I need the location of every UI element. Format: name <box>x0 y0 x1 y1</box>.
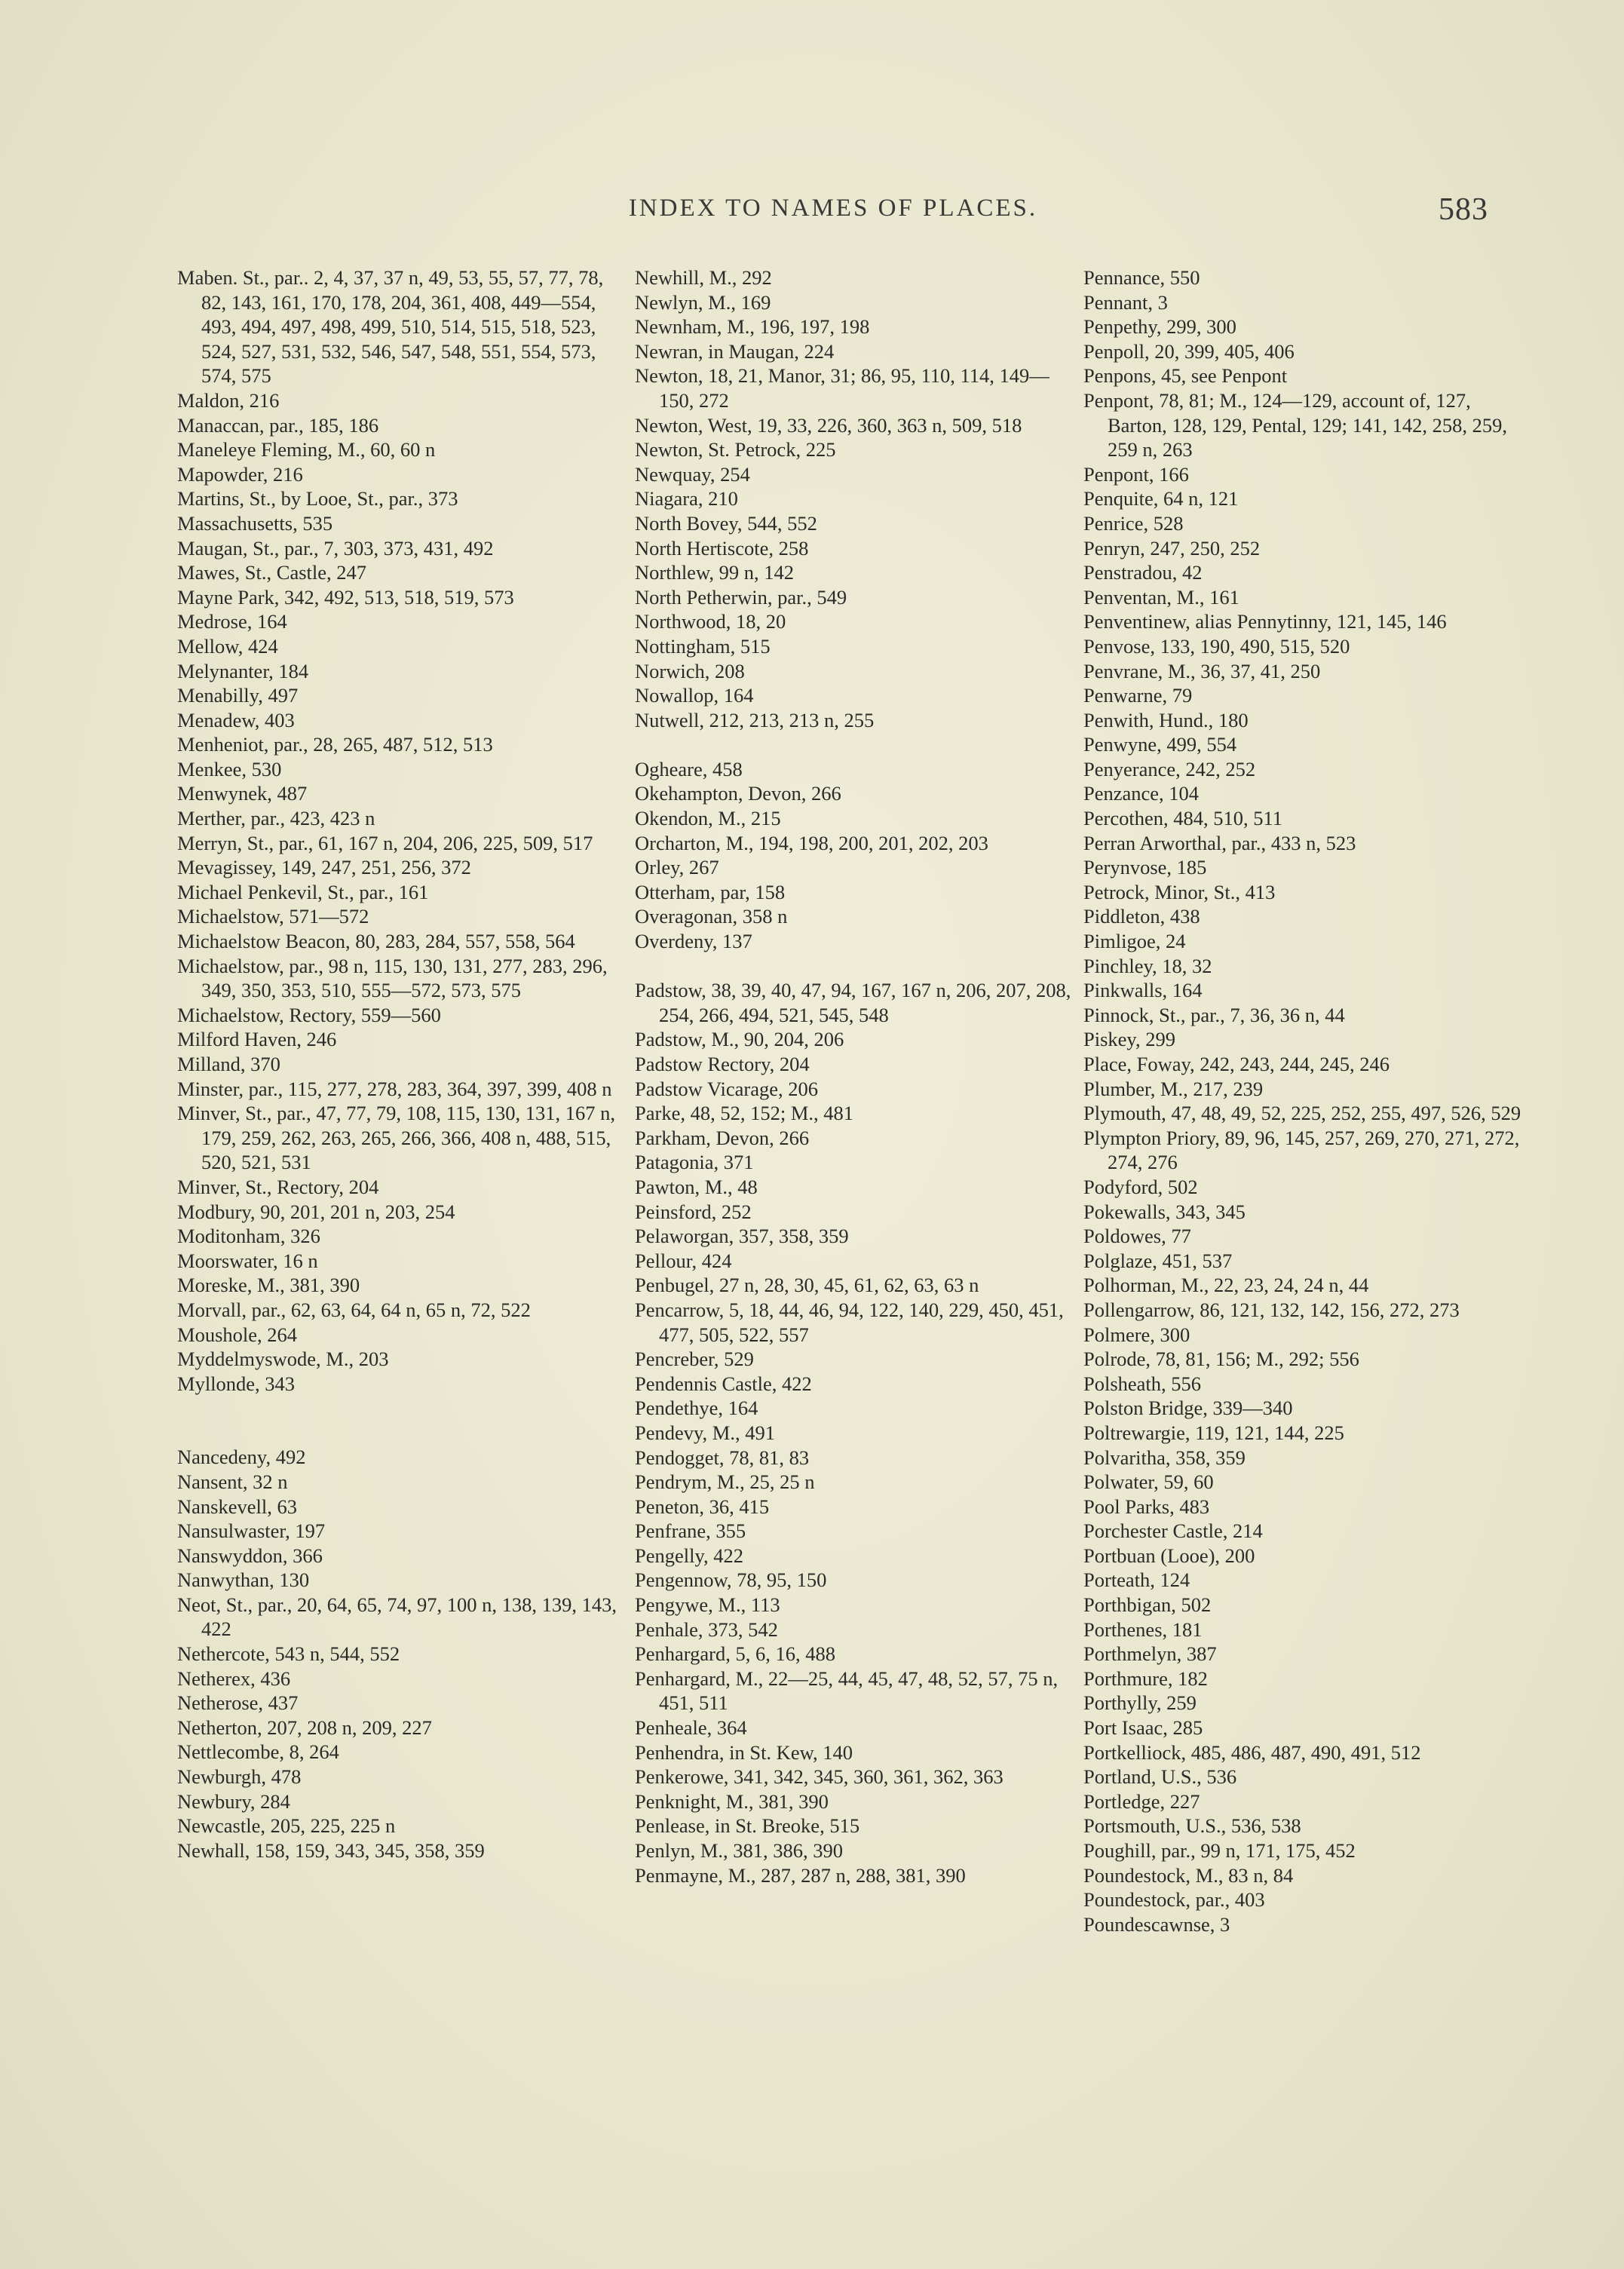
section-gap <box>635 954 1080 979</box>
index-entry: Melynanter, 184 <box>177 659 309 682</box>
index-entry: Myllonde, 343 <box>177 1372 296 1395</box>
index-entry: Pool Parks, 483 <box>1083 1495 1210 1518</box>
index-entry: Michael Penkevil, St., par., 161 <box>177 880 429 903</box>
index-entry: Poundestock, par., 403 <box>1083 1888 1265 1912</box>
index-entry: Portsmouth, U.S., 536, 538 <box>1083 1814 1301 1838</box>
index-entry: Pinchley, 18, 32 <box>1083 954 1212 977</box>
index-entry: Northwood, 18, 20 <box>635 610 786 633</box>
index-entry: Petrock, Minor, St., 413 <box>1083 880 1276 903</box>
index-entry: Pendevy, M., 491 <box>635 1421 775 1444</box>
index-entry: Newran, in Maugan, 224 <box>635 339 835 363</box>
index-entry: Polhorman, M., 22, 23, 24, 24 n, 44 <box>1083 1274 1369 1297</box>
index-entry: Perran Arworthal, par., 433 n, 523 <box>1083 831 1356 854</box>
index-entry: Plympton Priory, 89, 96, 145, 257, 269, 270, 271, 272, 274, 276 <box>1083 1126 1520 1174</box>
index-entry: Polsheath, 556 <box>1083 1372 1202 1395</box>
index-entry: Moorswater, 16 n <box>177 1249 318 1272</box>
index-entry: Penlease, in St. Breoke, 515 <box>635 1814 860 1838</box>
index-entry: Pendennis Castle, 422 <box>635 1372 812 1395</box>
index-entry: Pendogget, 78, 81, 83 <box>635 1446 810 1469</box>
index-entry: Penpont, 78, 81; M., 124—129, account of, 127, Barton, 128, 129, Pental, 129; 141, 142, 258, 259, 259 n, 263 <box>1083 388 1507 461</box>
index-entry: Penventinew, alias Pennytinny, 121, 145, 146 <box>1083 610 1447 633</box>
index-entry: Piddleton, 438 <box>1083 905 1200 928</box>
index-entry: Orcharton, M., 194, 198, 200, 201, 202, 203 <box>635 831 988 854</box>
index-entry: Pawton, M., 48 <box>635 1175 758 1198</box>
index-entry: Polston Bridge, 339—340 <box>1083 1397 1293 1420</box>
index-entry: Pencarrow, 5, 18, 44, 46, 94, 122, 140, 229, 450, 451, 477, 505, 522, 557 <box>635 1298 1064 1346</box>
index-entry: Penwith, Hund., 180 <box>1083 708 1249 731</box>
index-entry: North Hertiscote, 258 <box>635 536 809 560</box>
index-entry: Penbugel, 27 n, 28, 30, 45, 61, 62, 63, 63 n <box>635 1274 979 1297</box>
index-entry: Niagara, 210 <box>635 487 738 511</box>
index-entry: Newton, West, 19, 33, 226, 360, 363 n, 509, 518 <box>635 413 1022 437</box>
index-entry: Newquay, 254 <box>635 462 750 486</box>
index-entry: Newhall, 158, 159, 343, 345, 358, 359 <box>177 1838 485 1862</box>
index-entry: Penventan, M., 161 <box>1083 585 1239 609</box>
index-entry: Poughill, par., 99 n, 171, 175, 452 <box>1083 1839 1356 1862</box>
index-entry: Portledge, 227 <box>1083 1789 1200 1813</box>
index-entry: Penhargard, M., 22—25, 44, 45, 47, 48, 52, 57, 75 n, 451, 511 <box>635 1666 1059 1715</box>
index-entry: Overdeny, 137 <box>635 930 752 953</box>
index-entry: Nowallop, 164 <box>635 684 754 707</box>
index-entry: Pennant, 3 <box>1083 290 1168 314</box>
index-entry: Penvose, 133, 190, 490, 515, 520 <box>1083 634 1350 658</box>
index-entry: Parke, 48, 52, 152; M., 481 <box>635 1102 854 1125</box>
index-entry: Penvrane, M., 36, 37, 41, 250 <box>1083 659 1321 682</box>
index-entry: Nansulwaster, 197 <box>177 1519 326 1543</box>
index-entry: Porteath, 124 <box>1083 1568 1190 1592</box>
index-entry: Milford Haven, 246 <box>177 1028 337 1051</box>
index-entry: Podyford, 502 <box>1083 1175 1198 1198</box>
index-column-3 <box>1083 265 1528 1936</box>
index-entry: Pendrym, M., 25, 25 n <box>635 1470 815 1494</box>
index-entry: Otterham, par, 158 <box>635 880 786 903</box>
index-entry: Minver, St., Rectory, 204 <box>177 1175 379 1198</box>
index-entry: Menabilly, 497 <box>177 684 299 707</box>
index-entry: Penwarne, 79 <box>1083 684 1193 707</box>
index-entry: Penmayne, M., 287, 287 n, 288, 381, 390 <box>635 1863 966 1887</box>
index-entry: Padstow Rectory, 204 <box>635 1053 810 1075</box>
index-entry: Piskey, 299 <box>1083 1028 1175 1051</box>
index-entry: Poundestock, M., 83 n, 84 <box>1083 1863 1294 1887</box>
index-entry: Modbury, 90, 201, 201 n, 203, 254 <box>177 1200 455 1223</box>
index-entry: Orley, 267 <box>635 856 719 879</box>
index-entry: Martins, St., by Looe, St., par., 373 <box>177 487 458 511</box>
index-entry: Penwyne, 499, 554 <box>1083 733 1237 756</box>
index-entry: Maldon, 216 <box>177 388 280 412</box>
index-entry: Polvaritha, 358, 359 <box>1083 1446 1246 1469</box>
index-entry: Michaelstow, 571—572 <box>177 905 369 928</box>
index-entry: Peinsford, 252 <box>635 1200 752 1223</box>
index-entry: Plymouth, 47, 48, 49, 52, 225, 252, 255, 497, 526, 529 <box>1083 1102 1521 1125</box>
index-entry: Porthylly, 259 <box>1083 1691 1197 1715</box>
index-entry: Nutwell, 212, 213, 213 n, 255 <box>635 708 875 731</box>
index-entry: Penpons, 45, see Penpont <box>1083 364 1288 388</box>
index-entry: Moushole, 264 <box>177 1323 297 1346</box>
index-entry: Mayne Park, 342, 492, 513, 518, 519, 573 <box>177 585 514 609</box>
index-entry: Pellour, 424 <box>635 1249 732 1272</box>
index-entry: Portland, U.S., 536 <box>1083 1765 1237 1789</box>
index-entry: Minster, par., 115, 277, 278, 283, 364, 397, 399, 408 n <box>177 1077 612 1100</box>
index-entry: Newton, 18, 21, Manor, 31; 86, 95, 110, 114, 149—150, 272 <box>635 364 1049 412</box>
index-entry: Patagonia, 371 <box>635 1151 754 1174</box>
index-entry: Plumber, M., 217, 239 <box>1083 1077 1264 1100</box>
index-entry: Pendethye, 164 <box>635 1397 758 1420</box>
index-entry: Penpont, 166 <box>1083 462 1189 486</box>
index-entry: Newton, St. Petrock, 225 <box>635 438 836 461</box>
index-entry: Padstow, M., 90, 204, 206 <box>635 1028 844 1051</box>
index-entry: Minver, St., par., 47, 77, 79, 108, 115, 130, 131, 167 n, 179, 259, 262, 263, 265, 266, 366, 408 n, 488, 515, 520, 521, 531 <box>177 1102 615 1174</box>
index-entry: Menkee, 530 <box>177 757 282 780</box>
index-entry: Mellow, 424 <box>177 634 278 658</box>
index-entry: Port Isaac, 285 <box>1083 1716 1203 1740</box>
index-entry: Nanwythan, 130 <box>177 1568 310 1592</box>
index-entry: Okendon, M., 215 <box>635 807 781 830</box>
index-entry: Nanskevell, 63 <box>177 1495 297 1518</box>
index-entry: Penfrane, 355 <box>635 1519 746 1543</box>
index-entry: Polwater, 59, 60 <box>1083 1470 1214 1494</box>
index-entry: Nethercote, 543 n, 544, 552 <box>177 1642 400 1666</box>
index-entry: Perynvose, 185 <box>1083 856 1207 879</box>
index-entry: Penstradou, 42 <box>1083 561 1203 584</box>
index-entry: Porthbigan, 502 <box>1083 1593 1212 1617</box>
index-entry: Nansent, 32 n <box>177 1470 288 1493</box>
index-entry: Newbury, 284 <box>177 1789 290 1813</box>
index-entry: Newnham, M., 196, 197, 198 <box>635 315 870 339</box>
index-entry: Netherex, 436 <box>177 1666 291 1690</box>
index-entry: Penhargard, 5, 6, 16, 488 <box>635 1642 835 1666</box>
index-entry: Pokewalls, 343, 345 <box>1083 1200 1246 1223</box>
index-entry: North Petherwin, par., 549 <box>635 585 847 609</box>
index-entry: Nancedeny, 492 <box>177 1446 306 1469</box>
index-entry: Pelaworgan, 357, 358, 359 <box>635 1225 849 1248</box>
index-entry: Penheale, 364 <box>635 1716 747 1740</box>
index-entry: Penlyn, M., 381, 386, 390 <box>635 1839 844 1862</box>
index-entry: Netherton, 207, 208 n, 209, 227 <box>177 1716 432 1739</box>
index-entry: Myddelmyswode, M., 203 <box>177 1348 389 1371</box>
index-entry: Penpoll, 20, 399, 405, 406 <box>1083 339 1295 363</box>
index-entry: Polmere, 300 <box>1083 1323 1190 1346</box>
index-entry: Polrode, 78, 81, 156; M., 292; 556 <box>1083 1348 1359 1371</box>
index-entry: Pinnock, St., par., 7, 36, 36 n, 44 <box>1083 1003 1345 1026</box>
index-entry: Pengelly, 422 <box>635 1544 744 1567</box>
index-entry: Polglaze, 451, 537 <box>1083 1249 1233 1272</box>
index-entry: Porthenes, 181 <box>1083 1617 1203 1641</box>
index-entry: Padstow, 38, 39, 40, 47, 94, 167, 167 n, 206, 207, 208, 254, 266, 494, 521, 545, 548 <box>635 979 1071 1026</box>
index-entry: Pengywe, M., 113 <box>635 1593 780 1617</box>
index-column-2 <box>635 265 1080 1887</box>
index-entry: Okehampton, Devon, 266 <box>635 782 841 805</box>
index-entry: Peneton, 36, 415 <box>635 1495 770 1518</box>
index-entry: Maneleye Fleming, M., 60, 60 n <box>177 438 436 461</box>
index-entry: Penzance, 104 <box>1083 782 1200 805</box>
index-entry: Poundescawnse, 3 <box>1083 1912 1230 1936</box>
index-entry: Milland, 370 <box>177 1053 280 1075</box>
index-entry: Poltrewargie, 119, 121, 144, 225 <box>1083 1421 1344 1444</box>
index-entry: Moreske, M., 381, 390 <box>177 1274 360 1297</box>
index-entry: Pencreber, 529 <box>635 1348 754 1371</box>
index-entry: Penryn, 247, 250, 252 <box>1083 536 1261 560</box>
index-entry: Michaelstow, Rectory, 559—560 <box>177 1003 441 1026</box>
index-entry: Portkelliock, 485, 486, 487, 490, 491, 512 <box>1083 1740 1421 1764</box>
index-entry: Mawes, St., Castle, 247 <box>177 561 366 584</box>
index-entry: Michaelstow, par., 98 n, 115, 130, 131, 277, 283, 296, 349, 350, 353, 510, 555—572, 573, 575 <box>177 954 608 1002</box>
index-entry: Penyerance, 242, 252 <box>1083 757 1256 780</box>
index-entry: Merther, par., 423, 423 n <box>177 807 375 830</box>
index-entry: Penpethy, 299, 300 <box>1083 315 1236 339</box>
index-entry: Nettlecombe, 8, 264 <box>177 1740 339 1764</box>
index-entry: Medrose, 164 <box>177 610 287 633</box>
index-entry: Newlyn, M., 169 <box>635 290 771 314</box>
index-entry: Manaccan, par., 185, 186 <box>177 413 379 437</box>
index-entry: Pinkwalls, 164 <box>1083 979 1203 1002</box>
index-entry: Newcastle, 205, 225, 225 n <box>177 1814 396 1838</box>
index-entry: Overagonan, 358 n <box>635 905 788 928</box>
index-entry: Mapowder, 216 <box>177 462 303 486</box>
index-entry: North Bovey, 544, 552 <box>635 511 817 535</box>
index-entry: Menheniot, par., 28, 265, 487, 512, 513 <box>177 733 493 756</box>
index-entry: Menwynek, 487 <box>177 782 308 805</box>
index-entry: Percothen, 484, 510, 511 <box>1083 807 1282 830</box>
page-number: 583 <box>1439 192 1488 227</box>
index-entry: Norwich, 208 <box>635 659 745 682</box>
index-entry: Penknight, M., 381, 390 <box>635 1789 829 1813</box>
index-entry: Morvall, par., 62, 63, 64, 64 n, 65 n, 72, 522 <box>177 1298 531 1321</box>
index-entry: Pollengarrow, 86, 121, 132, 142, 156, 272, 273 <box>1083 1298 1460 1321</box>
index-entry: Northlew, 99 n, 142 <box>635 561 794 584</box>
index-entry: Penhale, 373, 542 <box>635 1617 778 1641</box>
index-entry: Pennance, 550 <box>1083 266 1200 289</box>
section-gap <box>177 1396 622 1445</box>
index-entry: Poldowes, 77 <box>1083 1225 1191 1248</box>
index-entry: Michaelstow Beacon, 80, 283, 284, 557, 558, 564 <box>177 930 575 953</box>
index-entry: Maben. St., par.. 2, 4, 37, 37 n, 49, 53, 55, 57, 77, 78, 82, 143, 161, 170, 178, 204, 361, 408, 449—554, 493, 494, 497, 498, 499, 510, 514, 515, 518, 523, 524, 527, 531, 532, 546, 547, 548, 551, 554, 573, 574, 575 <box>177 266 604 388</box>
index-entry: Nottingham, 515 <box>635 634 771 658</box>
index-entry: Netherose, 437 <box>177 1691 299 1715</box>
index-entry: Pimligoe, 24 <box>1083 930 1186 953</box>
index-entry: Menadew, 403 <box>177 708 295 731</box>
index-entry: Mevagissey, 149, 247, 251, 256, 372 <box>177 856 471 879</box>
index-entry: Ogheare, 458 <box>635 757 743 780</box>
index-entry: Neot, St., par., 20, 64, 65, 74, 97, 100 n, 138, 139, 143, 422 <box>177 1593 617 1641</box>
index-entry: Nanswyddon, 366 <box>177 1544 323 1567</box>
index-entry: Penkerowe, 341, 342, 345, 360, 361, 362, 363 <box>635 1765 1004 1789</box>
index-entry: Porthmelyn, 387 <box>1083 1642 1217 1666</box>
index-entry: Porthmure, 182 <box>1083 1666 1208 1690</box>
index-entry: Maugan, St., par., 7, 303, 373, 431, 492 <box>177 536 494 560</box>
index-entry: Porchester Castle, 214 <box>1083 1519 1263 1543</box>
index-entry: Moditonham, 326 <box>177 1225 320 1248</box>
index-entry: Newburgh, 478 <box>177 1765 302 1789</box>
index-entry: Portbuan (Looe), 200 <box>1083 1544 1255 1567</box>
section-gap <box>635 732 1080 757</box>
index-entry: Pengennow, 78, 95, 150 <box>635 1568 827 1592</box>
index-entry: Penrice, 528 <box>1083 511 1184 535</box>
index-column-1 <box>177 265 622 1863</box>
index-entry: Merryn, St., par., 61, 167 n, 204, 206, 225, 509, 517 <box>177 831 593 854</box>
index-entry: Place, Foway, 242, 243, 244, 245, 246 <box>1083 1053 1390 1075</box>
index-entry: Padstow Vicarage, 206 <box>635 1077 818 1100</box>
index-entry: Parkham, Devon, 266 <box>635 1126 810 1149</box>
index-entry: Penquite, 64 n, 121 <box>1083 487 1239 511</box>
index-entry: Penhendra, in St. Kew, 140 <box>635 1740 853 1764</box>
index-entry: Massachusetts, 535 <box>177 511 333 535</box>
index-entry: Newhill, M., 292 <box>635 266 772 289</box>
running-head: INDEX TO NAMES OF PLACES. <box>628 195 1038 222</box>
